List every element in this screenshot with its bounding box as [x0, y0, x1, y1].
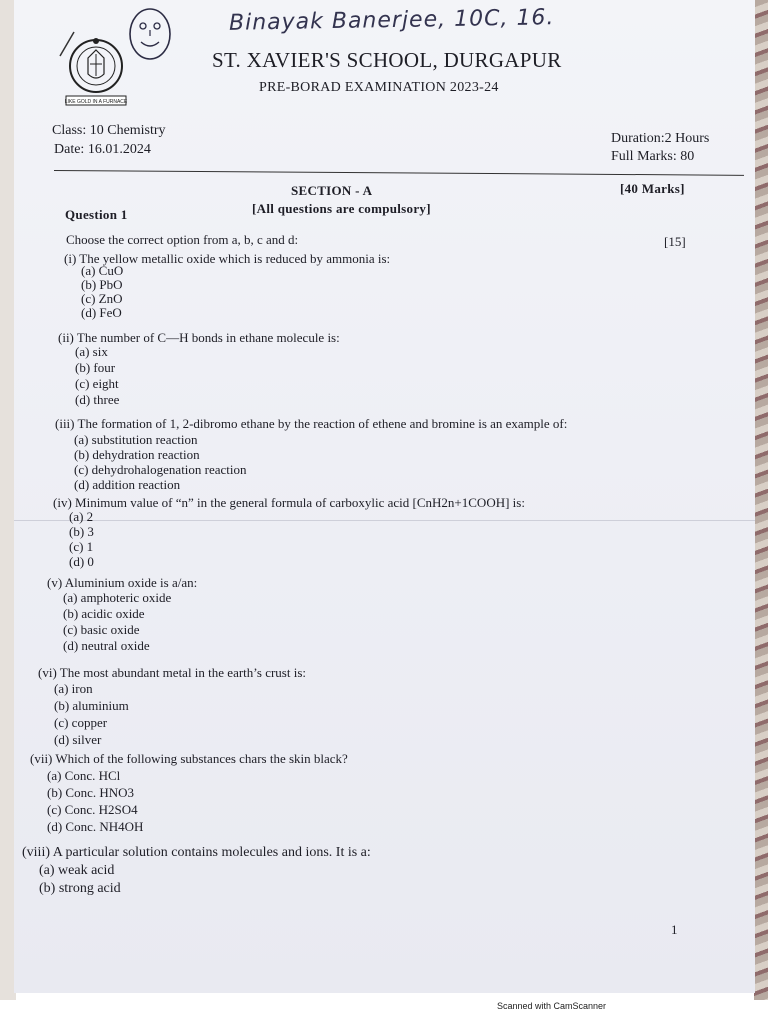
- section-title: SECTION - A: [291, 183, 373, 198]
- option-list: [74, 432, 247, 492]
- option-list: [63, 590, 171, 654]
- option-list: [69, 509, 94, 569]
- question-stem: (v) Aluminium oxide is a/an:: [47, 575, 198, 590]
- option: (d) addition reaction: [74, 477, 181, 492]
- background-right: [754, 0, 768, 1000]
- paper-fold: [14, 520, 755, 521]
- option: (c) copper: [54, 715, 108, 730]
- full-marks-label: Full Marks: 80: [611, 149, 695, 164]
- question-stem: (viii) A particular solution contains molecules and ions. It is a:: [22, 845, 371, 860]
- option: (b) 3: [69, 524, 94, 539]
- duration-label: Duration:2 Hours: [611, 131, 710, 146]
- option: (c) eight: [75, 376, 119, 391]
- handwritten-name: Binayak Banerjee, 10C, 16.: [228, 5, 555, 36]
- option: (a) 2: [69, 509, 94, 524]
- option-list: [47, 767, 143, 835]
- question-marks: [15]: [664, 234, 686, 249]
- option: (b) four: [75, 360, 116, 375]
- option: (b) dehydration reaction: [74, 447, 200, 462]
- option: (b) PbO: [81, 277, 123, 292]
- option: (a) weak acid: [39, 863, 115, 878]
- option: (a) Conc. HCl: [47, 768, 121, 783]
- option: (d) neutral oxide: [63, 638, 150, 653]
- svg-text:LIKE GOLD IN A FURNACE: LIKE GOLD IN A FURNACE: [64, 99, 128, 105]
- question-stem: (vi) The most abundant metal in the earth’s crust is:: [38, 665, 307, 680]
- option: (b) Conc. HNO3: [47, 785, 135, 800]
- option: (b) aluminium: [54, 698, 129, 713]
- option: (a) iron: [54, 681, 93, 696]
- page-number: 1: [671, 922, 678, 937]
- option: (c) basic oxide: [63, 622, 140, 637]
- option: (d) silver: [54, 732, 102, 747]
- option-list: [75, 344, 119, 408]
- option: (c) dehydrohalogenation reaction: [74, 462, 247, 477]
- question-stem: (vii) Which of the following substances chars the skin black?: [30, 751, 348, 766]
- question-instruction: Choose the correct option from a, b, c and d:: [66, 232, 299, 247]
- question-stem: (iii) The formation of 1, 2-dibromo ethane by the reaction of ethene and bromine is an example of:: [55, 416, 568, 431]
- option: (a) amphoteric oxide: [63, 590, 172, 605]
- option: (b) strong acid: [39, 881, 121, 896]
- option: (c) ZnO: [81, 291, 123, 306]
- option: (b) acidic oxide: [63, 606, 145, 621]
- option: (c) Conc. H2SO4: [47, 802, 138, 817]
- option: (a) CuO: [81, 263, 124, 278]
- scanner-watermark: Scanned with CamScanner: [497, 1001, 607, 1011]
- exam-title: PRE-BORAD EXAMINATION 2023-24: [259, 80, 499, 95]
- school-name: ST. XAVIER'S SCHOOL, DURGAPUR: [212, 48, 562, 72]
- option: (a) six: [75, 344, 108, 359]
- school-emblem-icon: [58, 36, 134, 108]
- option: (d) three: [75, 392, 120, 407]
- question-stem: (iv) Minimum value of “n” in the general formula of carboxylic acid [CnH2n+1COOH] is:: [53, 495, 525, 510]
- header-rule: [54, 170, 744, 176]
- question-stem: (i) The yellow metallic oxide which is reduced by ammonia is:: [64, 251, 391, 266]
- section-marks: [40 Marks]: [620, 181, 685, 196]
- option-list: [39, 862, 121, 898]
- option-list: [81, 264, 123, 320]
- question-label: Question 1: [65, 207, 128, 222]
- option: (d) Conc. NH4OH: [47, 819, 144, 834]
- section-note: [All questions are compulsory]: [252, 201, 431, 216]
- option: (a) substitution reaction: [74, 432, 198, 447]
- option: (d) 0: [69, 554, 94, 569]
- option: (d) FeO: [81, 305, 122, 320]
- class-label: Class: 10 Chemistry: [52, 123, 166, 138]
- option-list: [54, 680, 129, 748]
- date-label: Date: 16.01.2024: [54, 142, 151, 157]
- exam-paper: [14, 0, 755, 993]
- option: (c) 1: [69, 539, 94, 554]
- question-stem: (ii) The number of C—H bonds in ethane molecule is:: [58, 330, 340, 345]
